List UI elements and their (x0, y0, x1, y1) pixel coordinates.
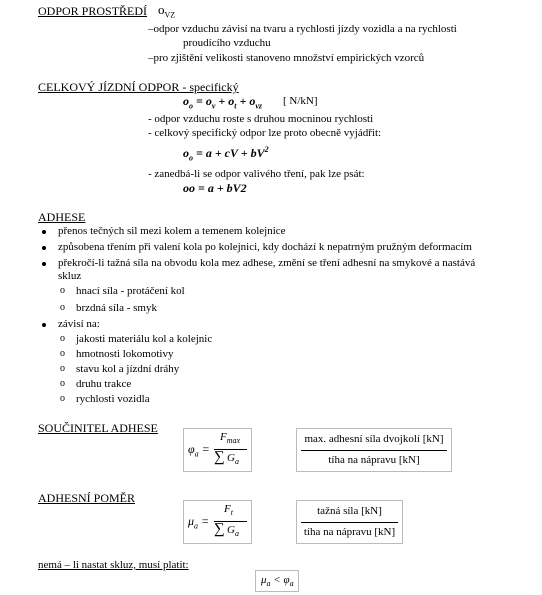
bullet-item: způsobena třením při valení kola po kolejnici, kdy dochází k nepatrným pružným deformacím (58, 241, 472, 253)
circle-bullet-icon: o (60, 348, 65, 359)
circle-bullet-icon: o (60, 363, 65, 374)
circle-bullet-icon: o (60, 393, 65, 404)
formula-box-mu: $\mu_a$ = $F_t$ ∑ $G_a$ (183, 500, 252, 544)
sub-bullet-item: rychlosti vozidla (76, 393, 150, 405)
formula-box-mu-words: tažná síla [kN] tíha na nápravu [kN] (296, 500, 403, 544)
section-heading-odpor-prostredi: ODPOR PROSTŘEDÍ (38, 4, 148, 18)
bullet-marker (42, 262, 46, 266)
text-line: - zanedbá-li se odpor valivého tření, pak lze psát: (148, 168, 365, 180)
formula-box-phi: $\varphi_a$ = $F_{max}$ ∑ $G_a$ (183, 428, 252, 472)
bullet-item: přenos tečných sil mezi kolem a temenem kolejnice (58, 225, 286, 237)
circle-bullet-icon: o (60, 333, 65, 344)
bullet-item: překročí-li tažná síla na obvodu kola mez adhese, změní se tření adhesní na smykové a nastává (58, 257, 476, 269)
section-heading-soucinitel-adhese: SOUČINITEL ADHESE (38, 421, 158, 435)
text-line: proudícího vzduchu (183, 37, 271, 49)
bullet-marker (42, 323, 46, 327)
formula-box-condition: $\mu_a < \varphi_a$ (255, 570, 299, 592)
section-heading-celkovy-odpor: CELKOVÝ JÍZDNÍ ODPOR - specifický (38, 80, 239, 94)
sub-bullet-item: brzdná síla - smyk (76, 302, 157, 314)
sub-bullet-item: jakosti materiálu kol a kolejnic (76, 333, 213, 345)
bullet-item: závisí na: (58, 318, 100, 330)
condition-text: nemá – li nastat skluz, musí platit: (38, 559, 189, 571)
section-heading-adhesni-pomer: ADHESNÍ POMĚR (38, 491, 136, 505)
formula-box-phi-words: max. adhesní síla dvojkolí [kN] tíha na nápravu [kN] (296, 428, 452, 472)
circle-bullet-icon: o (60, 285, 65, 296)
sub-bullet-item: druhu trakce (76, 378, 132, 390)
bullet-marker (42, 230, 46, 234)
text-line: –odpor vzduchu závisí na tvaru a rychlosti jízdy vozidla a na rychlosti (148, 23, 457, 35)
bullet-item-continuation: skluz (58, 270, 82, 282)
text-line: - odpor vzduchu roste s druhou mocninou rychlosti (148, 113, 374, 125)
text-line: –pro zjištění velikosti stanoveno množství empirických vzorců (148, 52, 425, 64)
equation-oo: $o_o = o_v + o_t + o_{vz}$ (183, 94, 262, 111)
text-line: - celkový specifický odpor lze proto obecně vyjádřit: (148, 127, 382, 139)
circle-bullet-icon: o (60, 302, 65, 313)
circle-bullet-icon: o (60, 378, 65, 389)
equation-general: $o_o = a$ + cV + $bV^2$ (183, 145, 269, 163)
unit-label: [ N/kN] (283, 95, 318, 107)
sub-bullet-item: stavu kol a jízdní dráhy (76, 363, 180, 375)
equation-simplified: oo = a + bV2 (183, 181, 247, 195)
sub-bullet-item: hmotnosti lokomotivy (76, 348, 174, 360)
symbol-ovz: $o_{VZ}$ (158, 2, 176, 20)
sub-bullet-item: hnací síla - protáčení kol (76, 285, 185, 297)
section-heading-adhese: ADHESE (38, 210, 86, 224)
bullet-marker (42, 246, 46, 250)
